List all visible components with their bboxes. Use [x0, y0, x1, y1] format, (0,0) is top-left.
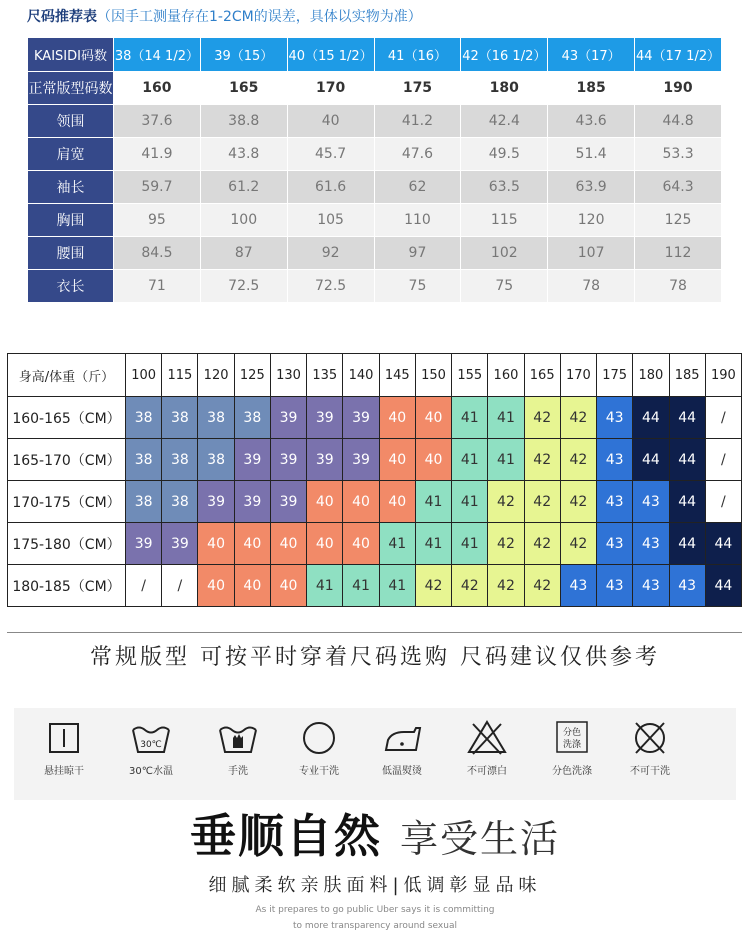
fit-size-cell: 42 — [488, 481, 524, 523]
care-panel — [14, 708, 736, 800]
size-table-row — [28, 270, 722, 303]
fit-size-cell: 40 — [270, 565, 306, 607]
fit-size-cell: 38 — [198, 439, 234, 481]
fit-size-cell: 40 — [379, 481, 415, 523]
fit-size-cell: 38 — [234, 397, 270, 439]
care-label: 专业干洗 — [299, 766, 339, 777]
size-column-header: 42（16 1/2） — [461, 38, 548, 72]
care-item-low-temp-iron — [362, 718, 442, 777]
size-column-header: 38（14 1/2） — [114, 38, 201, 72]
size-cell: 62 — [374, 171, 461, 204]
fit-table-row — [8, 481, 742, 523]
size-cell: 170 — [287, 72, 374, 105]
slogan-light: 享受生活 — [399, 817, 560, 861]
hang-dry-icon — [44, 718, 84, 758]
size-table-row — [28, 204, 722, 237]
fit-size-cell: 38 — [162, 439, 198, 481]
fit-size-cell: 39 — [126, 523, 162, 565]
fit-size-cell: 42 — [524, 439, 560, 481]
size-cell: 120 — [548, 204, 635, 237]
fit-size-cell: 44 — [669, 397, 705, 439]
size-cell: 92 — [287, 237, 374, 270]
fit-size-cell: 39 — [307, 397, 343, 439]
fit-size-cell: 42 — [415, 565, 451, 607]
weight-column-header: 170 — [560, 354, 596, 397]
fit-size-cell: 41 — [379, 565, 415, 607]
size-cell: 41.9 — [114, 138, 201, 171]
fit-size-cell: 41 — [452, 397, 488, 439]
size-cell: 75 — [374, 270, 461, 303]
fit-size-cell: 44 — [705, 523, 741, 565]
fit-size-cell: 40 — [343, 523, 379, 565]
fit-size-cell: 42 — [488, 565, 524, 607]
fit-size-cell: 44 — [633, 439, 669, 481]
weight-column-header: 115 — [162, 354, 198, 397]
fit-size-cell: 39 — [307, 439, 343, 481]
size-table-row — [28, 138, 722, 171]
fit-size-cell: 41 — [488, 439, 524, 481]
english-line-1: As it prepares to go public Uber says it is committing — [255, 905, 495, 915]
hand-wash-icon — [216, 718, 260, 758]
fit-table-row — [8, 565, 742, 607]
care-item-no-bleach — [447, 718, 527, 777]
fit-size-cell: 41 — [415, 523, 451, 565]
size-cell: 53.3 — [635, 138, 722, 171]
fit-size-cell: 43 — [597, 439, 633, 481]
weight-column-header: 165 — [524, 354, 560, 397]
fit-size-cell: 41 — [307, 565, 343, 607]
size-cell: 185 — [548, 72, 635, 105]
size-cell: 40 — [287, 105, 374, 138]
fabric-subline: 细腻柔软亲肤面料|低调彰显品味 — [208, 875, 542, 896]
size-cell: 44.8 — [635, 105, 722, 138]
size-row-label: 胸围 — [28, 204, 114, 237]
weight-column-header: 120 — [198, 354, 234, 397]
size-cell: 84.5 — [114, 237, 201, 270]
no-dry-clean-icon — [628, 718, 672, 758]
size-cell: 41.2 — [374, 105, 461, 138]
weight-column-header: 140 — [343, 354, 379, 397]
wash-30-icon-text: 30℃ — [140, 740, 162, 750]
chart-title: 尺码推荐表 — [27, 9, 97, 25]
size-cell: 61.2 — [200, 171, 287, 204]
fit-size-cell: 42 — [560, 523, 596, 565]
professional-dry-clean-icon — [299, 718, 339, 758]
fit-size-cell: 40 — [198, 565, 234, 607]
care-label: 不可干洗 — [630, 766, 670, 777]
height-row-label: 180-185（CM） — [8, 565, 126, 607]
size-cell: 71 — [114, 270, 201, 303]
size-cell: 61.6 — [287, 171, 374, 204]
fit-size-cell: 39 — [343, 439, 379, 481]
low-temp-iron-icon — [380, 718, 424, 758]
care-item-professional-dry-clean — [279, 718, 359, 777]
fit-size-cell: 39 — [234, 481, 270, 523]
fit-size-cell: 41 — [452, 439, 488, 481]
size-cell: 59.7 — [114, 171, 201, 204]
fit-table-corner-label: 身高/体重（斤） — [8, 354, 126, 397]
fit-size-cell: 43 — [597, 481, 633, 523]
size-cell: 38.8 — [200, 105, 287, 138]
fit-size-cell: 40 — [234, 565, 270, 607]
fit-table — [7, 353, 742, 607]
slogan — [0, 800, 750, 866]
fit-size-cell: 42 — [524, 523, 560, 565]
fit-size-cell: 39 — [198, 481, 234, 523]
weight-column-header: 180 — [633, 354, 669, 397]
fit-size-cell: 41 — [488, 397, 524, 439]
fit-size-cell: / — [705, 481, 741, 523]
fit-table-row — [8, 439, 742, 481]
weight-column-header: 125 — [234, 354, 270, 397]
size-cell: 47.6 — [374, 138, 461, 171]
wash-30-icon — [129, 718, 173, 758]
fit-size-cell: 38 — [162, 397, 198, 439]
care-item-no-dry-clean — [610, 718, 690, 777]
fit-size-cell: 43 — [560, 565, 596, 607]
fit-size-cell: 42 — [524, 481, 560, 523]
fit-size-cell: 44 — [669, 523, 705, 565]
fit-size-cell: / — [162, 565, 198, 607]
size-cell: 105 — [287, 204, 374, 237]
fit-size-cell: / — [705, 397, 741, 439]
care-item-wash-separately — [532, 718, 612, 777]
fit-size-cell: 40 — [234, 523, 270, 565]
care-label: 低温熨烫 — [382, 766, 422, 777]
size-cell: 125 — [635, 204, 722, 237]
chart-header — [27, 9, 422, 25]
size-cell: 78 — [548, 270, 635, 303]
fit-size-cell: 40 — [307, 523, 343, 565]
height-row-label: 165-170（CM） — [8, 439, 126, 481]
weight-column-header: 100 — [126, 354, 162, 397]
fit-size-cell: 44 — [633, 397, 669, 439]
fit-size-cell: 40 — [415, 397, 451, 439]
fit-size-cell: 39 — [270, 481, 306, 523]
fit-size-cell: 42 — [452, 565, 488, 607]
size-cell: 100 — [200, 204, 287, 237]
size-cell: 190 — [635, 72, 722, 105]
fit-size-cell: 44 — [669, 439, 705, 481]
fit-size-cell: 39 — [162, 523, 198, 565]
size-cell: 45.7 — [287, 138, 374, 171]
size-cell: 72.5 — [200, 270, 287, 303]
size-cell: 180 — [461, 72, 548, 105]
size-table-row — [28, 72, 722, 105]
height-row-label: 175-180（CM） — [8, 523, 126, 565]
size-table-row — [28, 237, 722, 270]
size-cell: 87 — [200, 237, 287, 270]
fit-size-cell: 38 — [162, 481, 198, 523]
fit-size-cell: 41 — [452, 523, 488, 565]
fit-size-cell: / — [126, 565, 162, 607]
fit-size-cell: 38 — [198, 397, 234, 439]
fit-note: 常规版型 可按平时穿着尺码选购 尺码建议仅供参考 — [90, 645, 660, 670]
fit-size-cell: 44 — [669, 481, 705, 523]
size-table-header-row — [28, 38, 722, 72]
size-column-header: 40（15 1/2） — [287, 38, 374, 72]
fit-size-cell: 44 — [705, 565, 741, 607]
size-cell: 63.5 — [461, 171, 548, 204]
size-column-header: 43（17） — [548, 38, 635, 72]
fit-size-cell: 43 — [669, 565, 705, 607]
fit-size-cell: 40 — [415, 439, 451, 481]
weight-column-header: 190 — [705, 354, 741, 397]
slogan-bold: 垂顺自然 — [189, 809, 382, 863]
size-row-label: 衣长 — [28, 270, 114, 303]
fit-table-header-row — [8, 354, 742, 397]
size-column-header: 39（15） — [200, 38, 287, 72]
care-item-hang-dry — [24, 718, 104, 777]
fit-size-cell: 42 — [488, 523, 524, 565]
weight-column-header: 150 — [415, 354, 451, 397]
fit-size-cell: 41 — [379, 523, 415, 565]
size-cell: 102 — [461, 237, 548, 270]
size-cell: 160 — [114, 72, 201, 105]
fit-size-cell: / — [705, 439, 741, 481]
fit-size-cell: 43 — [633, 481, 669, 523]
size-cell: 95 — [114, 204, 201, 237]
fit-table-row — [8, 397, 742, 439]
fit-size-cell: 41 — [343, 565, 379, 607]
fit-size-cell: 42 — [560, 481, 596, 523]
size-cell: 51.4 — [548, 138, 635, 171]
care-label: 悬挂晾干 — [44, 766, 84, 777]
fit-size-cell: 38 — [126, 397, 162, 439]
size-cell: 75 — [461, 270, 548, 303]
care-item-wash-30 — [111, 718, 191, 777]
size-cell: 64.3 — [635, 171, 722, 204]
size-row-label: 袖长 — [28, 171, 114, 204]
weight-column-header: 175 — [597, 354, 633, 397]
size-cell: 49.5 — [461, 138, 548, 171]
size-cell: 42.4 — [461, 105, 548, 138]
fit-size-cell: 43 — [597, 397, 633, 439]
english-line-2: to more transparency around sexual — [293, 921, 457, 931]
fit-size-cell: 43 — [597, 523, 633, 565]
fit-size-cell: 40 — [307, 481, 343, 523]
height-row-label: 170-175（CM） — [8, 481, 126, 523]
size-table-row — [28, 171, 722, 204]
weight-column-header: 130 — [270, 354, 306, 397]
fit-size-cell: 42 — [524, 565, 560, 607]
divider — [7, 632, 742, 633]
wash-separately-icon — [552, 718, 592, 758]
size-cell: 175 — [374, 72, 461, 105]
fit-size-cell: 41 — [452, 481, 488, 523]
weight-column-header: 155 — [452, 354, 488, 397]
size-cell: 112 — [635, 237, 722, 270]
weight-column-header: 185 — [669, 354, 705, 397]
size-cell: 43.6 — [548, 105, 635, 138]
size-column-header: 41（16） — [374, 38, 461, 72]
fit-size-cell: 43 — [633, 523, 669, 565]
size-cell: 97 — [374, 237, 461, 270]
weight-column-header: 160 — [488, 354, 524, 397]
fit-size-cell: 40 — [379, 439, 415, 481]
fit-size-cell: 43 — [597, 565, 633, 607]
fit-size-cell: 39 — [234, 439, 270, 481]
fit-size-cell: 42 — [560, 397, 596, 439]
size-cell: 165 — [200, 72, 287, 105]
fit-size-cell: 38 — [126, 439, 162, 481]
size-cell: 63.9 — [548, 171, 635, 204]
wash-separately-icon-text: 洗涤 — [562, 740, 582, 750]
size-column-header: 44（17 1/2） — [635, 38, 722, 72]
weight-column-header: 135 — [307, 354, 343, 397]
size-row-label: 领围 — [28, 105, 114, 138]
fit-size-cell: 39 — [343, 397, 379, 439]
size-cell: 107 — [548, 237, 635, 270]
size-cell: 37.6 — [114, 105, 201, 138]
fit-size-cell: 40 — [270, 523, 306, 565]
fit-size-cell: 39 — [270, 397, 306, 439]
no-bleach-icon — [465, 718, 509, 758]
size-row-label: 肩宽 — [28, 138, 114, 171]
size-cell: 115 — [461, 204, 548, 237]
care-item-hand-wash — [198, 718, 278, 777]
size-cell: 43.8 — [200, 138, 287, 171]
size-cell: 110 — [374, 204, 461, 237]
fit-size-cell: 41 — [415, 481, 451, 523]
fit-size-cell: 42 — [524, 397, 560, 439]
fit-size-cell: 40 — [198, 523, 234, 565]
size-row-label: 腰围 — [28, 237, 114, 270]
fit-size-cell: 43 — [633, 565, 669, 607]
size-row-label: 正常版型码数 — [28, 72, 114, 105]
fit-size-cell: 39 — [270, 439, 306, 481]
fit-size-cell: 42 — [560, 439, 596, 481]
size-table-header-label: KAISIDI码数 — [28, 38, 114, 72]
fit-table-row — [8, 523, 742, 565]
fit-size-cell: 38 — [126, 481, 162, 523]
height-row-label: 160-165（CM） — [8, 397, 126, 439]
care-label: 分色洗涤 — [552, 766, 592, 777]
fit-size-cell: 40 — [343, 481, 379, 523]
care-label: 不可漂白 — [467, 766, 507, 777]
size-table-row — [28, 105, 722, 138]
size-table — [27, 37, 722, 303]
size-cell: 72.5 — [287, 270, 374, 303]
care-label: 30℃水温 — [129, 766, 173, 777]
chart-note: （因手工测量存在1-2CM的误差，具体以实物为准） — [97, 9, 422, 25]
size-cell: 78 — [635, 270, 722, 303]
fit-size-cell: 40 — [379, 397, 415, 439]
wash-separately-icon-text: 分色 — [562, 728, 582, 738]
weight-column-header: 145 — [379, 354, 415, 397]
care-label: 手洗 — [228, 766, 248, 777]
